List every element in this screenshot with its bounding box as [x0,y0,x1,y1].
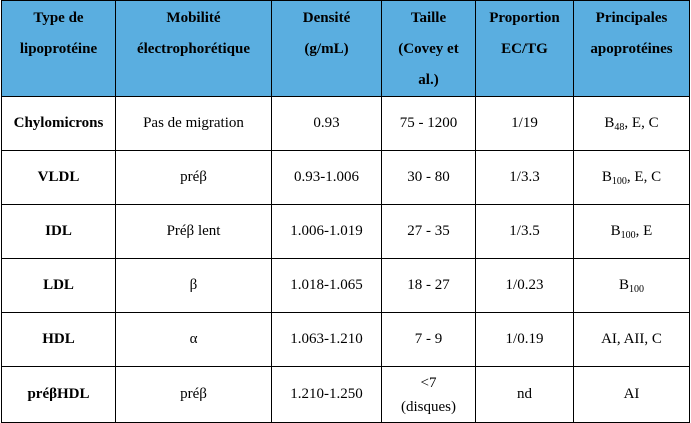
header-taille: Taille (Covey et al.) [382,1,476,97]
cell-mobilite: Préβ lent [116,205,272,259]
header-densite: Densité (g/mL) [272,1,382,97]
cell-densite: 1.018-1.065 [272,259,382,313]
cell-type: HDL [2,313,116,367]
cell-type: Chylomicrons [2,97,116,151]
cell-taille: 30 - 80 [382,151,476,205]
cell-type: IDL [2,205,116,259]
cell-apoproteines: AI, AII, C [574,313,690,367]
header-mobilite: Mobilité électrophorétique [116,1,272,97]
table-row [2,97,690,151]
cell-proportion: nd [476,367,574,423]
cell-taille: 75 - 1200 [382,97,476,151]
cell-mobilite: Pas de migration [116,97,272,151]
cell-taille: 18 - 27 [382,259,476,313]
cell-apoproteines: $B_{100}$, E [574,205,690,259]
cell-mobilite: α [116,313,272,367]
cell-densite: 1.006-1.019 [272,205,382,259]
cell-type: VLDL [2,151,116,205]
cell-apoproteines: $B_{48}$, E, C [574,97,690,151]
cell-mobilite: préβ [116,367,272,423]
cell-type: préβHDL [2,367,116,423]
cell-type: LDL [2,259,116,313]
table-row [2,259,690,313]
cell-apoproteines: $B_{100}$, E, C [574,151,690,205]
header-apoproteines: Principales apoprotéines [574,1,690,97]
lipoprotein-table [1,0,690,423]
cell-proportion: 1/3.5 [476,205,574,259]
cell-apoproteines: $B_{100}$ [574,259,690,313]
cell-densite: 0.93-1.006 [272,151,382,205]
cell-proportion: 1/3.3 [476,151,574,205]
cell-proportion: 1/0.23 [476,259,574,313]
cell-proportion: 1/19 [476,97,574,151]
table-row [2,367,690,423]
cell-mobilite: β [116,259,272,313]
cell-densite: 1.063-1.210 [272,313,382,367]
cell-proportion: 1/0.19 [476,313,574,367]
cell-taille: <7 (disques) [382,367,476,423]
table-row [2,313,690,367]
header-type: Type de lipoprotéine [2,1,116,97]
table-row [2,151,690,205]
cell-taille: 27 - 35 [382,205,476,259]
header-proportion: Proportion EC/TG [476,1,574,97]
cell-mobilite: préβ [116,151,272,205]
table-row [2,205,690,259]
cell-densite: 0.93 [272,97,382,151]
cell-densite: 1.210-1.250 [272,367,382,423]
table-header-row [2,1,690,97]
cell-taille: 7 - 9 [382,313,476,367]
cell-apoproteines: AI [574,367,690,423]
